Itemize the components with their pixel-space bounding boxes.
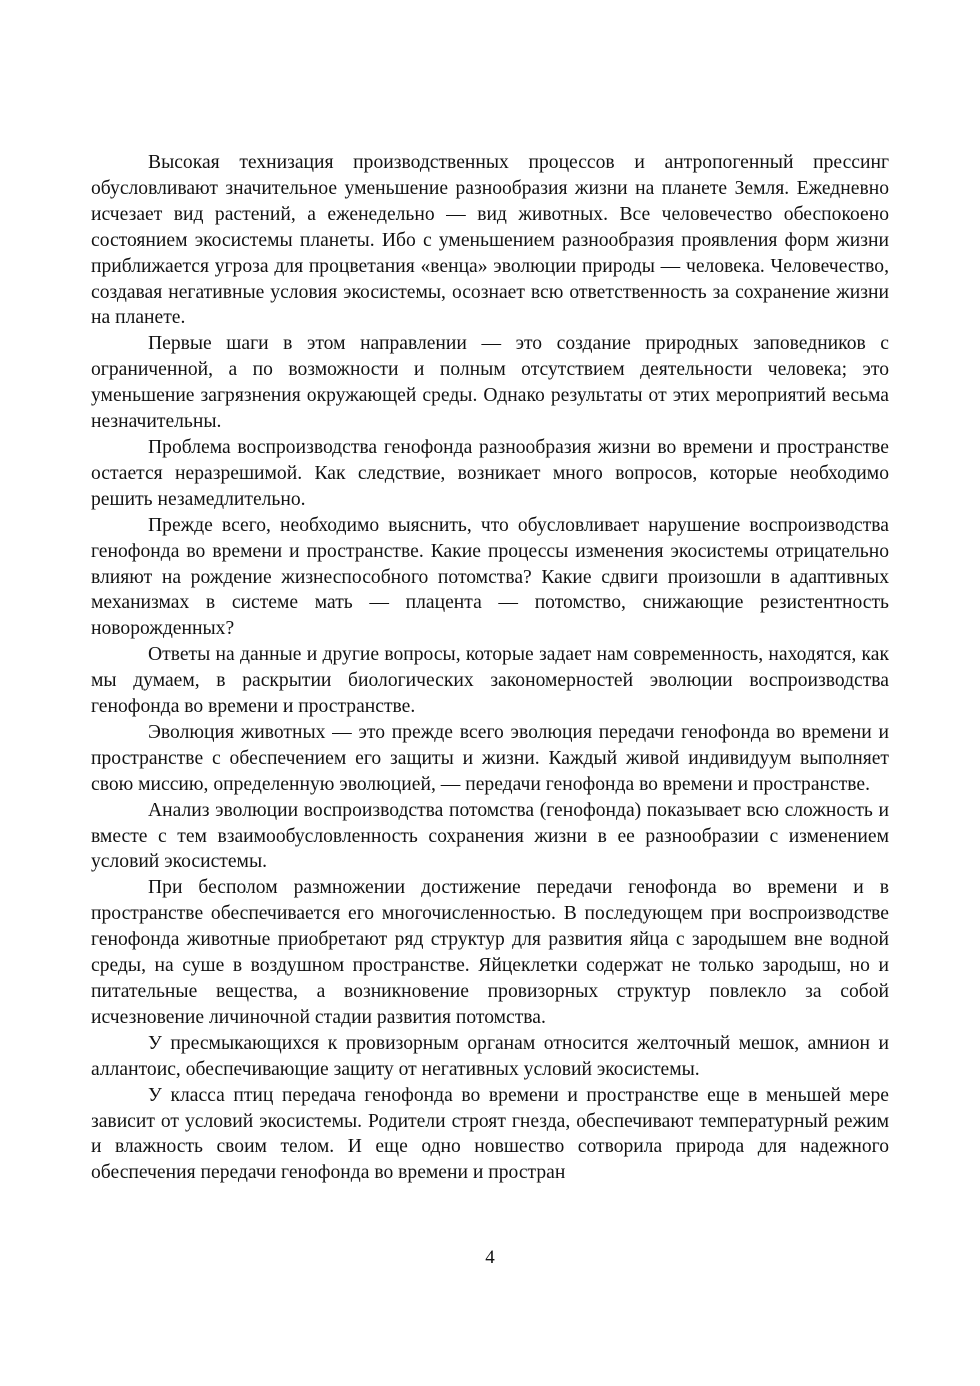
paragraph-7: Анализ эволюции воспроизводства потомства (генофонда) показывает всю сложность и вместе с тем взаимообусловленность сохранения жизни в ее разнообразии с изменением условий экосистемы. <box>91 799 889 873</box>
page-body <box>91 150 889 1186</box>
page-number: 4 <box>485 1247 495 1268</box>
paragraph-3: Проблема воспроизводства генофонда разнообразия жизни во времени и пространстве остается неразрешимой. Как следствие, возникает много вопросов, которые необходимо решить незамедлительно. <box>91 436 889 510</box>
paragraph-4: Прежде всего, необходимо выяснить, что обусловливает нарушение воспроизводства генофонда во времени и пространстве. Какие процессы изменения экосистемы отрицательно влияют на рождение жизнеспособного потомства? Какие сдвиги произошли в адаптивных механизмах в системе мать — плацента — потомство, снижающие резистентность новорожденных? <box>91 514 889 640</box>
paragraph-6: Эволюция животных — это прежде всего эволюция передачи генофонда во времени и пространстве с обеспечением его защиты и жизни. Каждый живой индивидуум выполняет свою миссию, определенную эволюцией, — передачи генофонда во времени и пространстве. <box>91 721 889 795</box>
paragraph-1: Высокая технизация производственных процессов и антропогенный прессинг обусловливают значительное уменьшение разнообразия жизни на планете Земля. Ежедневно исчезает вид растений, а еженедельно — вид животных. Все человечество обеспокоено состоянием экосистемы планеты. Ибо с уменьшением разнообразия проявления форм жизни приближается угроза для процветания «венца» эволюции природы — человека. Человечество, создавая негативные условия экосистемы, осознает всю ответственность за сохранение жизни на планете. <box>91 152 889 329</box>
paragraph-10: У класса птиц передача генофонда во времени и пространстве еще в меньшей мере зависит от условий экосистемы. Родители строят гнезда, обеспечивают температурный режим и влажность своим телом. И еще одно новшество сотворила природа для надежного обеспечения передачи генофонда во времени и простран <box>91 1084 889 1184</box>
paragraph-2: Первые шаги в этом направлении — это создание природных заповедников с ограниченной, а по возможности и полным отсутствием деятельности человека; это уменьшение загрязнения окружающей среды. Однако результаты от этих мероприятий весьма незначительны. <box>91 333 889 433</box>
paragraph-5: Ответы на данные и другие вопросы, которые задает нам современность, находятся, как мы думаем, в раскрытии биологических закономерностей эволюции воспроизводства генофонда во времени и пространстве. <box>91 644 889 718</box>
paragraph-9: У пресмыкающихся к провизорным органам относится желточный мешок, амнион и аллантоис, обеспечивающие защиту от негативных условий экосистемы. <box>91 1032 889 1080</box>
paragraph-8: При бесполом размножении достижение передачи генофонда во времени и в пространстве обеспечивается его многочисленностью. В последующем при воспроизводстве генофонда животные приобретают ряд структур для развития яйца с зародышем вне водной среды, на суше в воздушном пространстве. Яйцеклетки содержат не только зародыш, но и питательные вещества, а возникновение провизорных структур повлекло за собой исчезновение личиночной стадии развития потомства. <box>91 877 889 1028</box>
